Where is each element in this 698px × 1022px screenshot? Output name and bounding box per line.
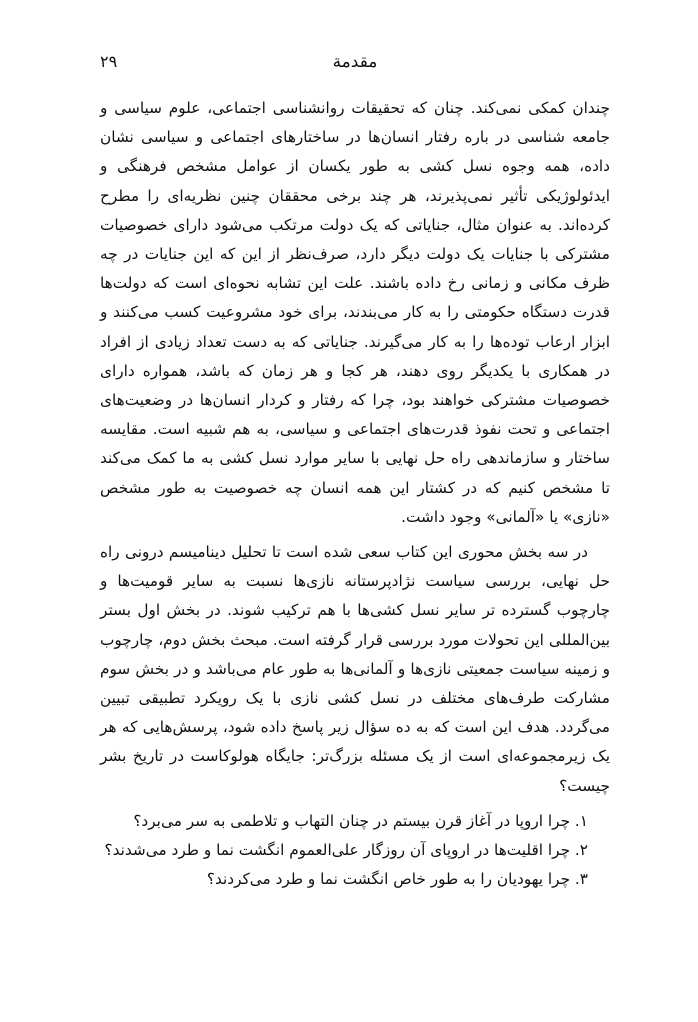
- question-item: ۱. چرا اروپا در آغاز قرن بیستم در چنان التهاب و تلاطمی به سر می‌برد؟: [133, 811, 588, 830]
- running-title: مقدمة: [332, 52, 378, 72]
- question-item: ۳. چرا یهودیان را به طور خاص انگشت نما و طرد می‌کردند؟: [206, 870, 588, 889]
- questions-list: [100, 807, 610, 895]
- paragraph-continuation: چندان کمکی نمی‌کند. چنان که تحقیقات روانشناسی اجتماعی، علوم سیاسی و جامعه شناسی در باره رفتار انسان‌ها در ساختارهای اجتماعی و سیاسی نشان داده، همه وجوه نسل کشی به طور یکسان از عوامل مشخص فرهنگی و ایدئولوژیکی تأثیر نمی‌پذیرند، هر چند برخی محققان چنین نظریه‌ای را مطرح کرده‌اند. به عنوان مثال، جنایاتی که یک دولت مرتکب می‌شود دارای خصوصیات مشترکی با جنایات یک دولت دیگر دارد، صرف‌نظر از این که این جنایات در چه ظرف مکانی و زمانی رخ داده باشند. علت این تشابه نحوه‌ای است که دولت‌ها قدرت دستگاه حکومتی را به کار می‌بندند، برای خود مشروعیت کسب می‌کنند و ابزار ارعاب توده‌ها را به کار می‌گیرند. جنایاتی که به دست تعداد زیادی از افراد در همکاری با یکدیگر روی دهند، هر کجا و هر زمان که باشد، همواره دارای خصوصیات مشترکی خواهند بود، چرا که رفتار و کردار انسان‌ها در وضعیت‌های اجتماعی و تحت نفوذ قدرت‌های اجتماعی و سیاسی، به هم شبیه است. مقایسه ساختار و سازماندهی راه حل نهایی با سایر موارد نسل کشی به ما کمک می‌کند تا مشخص کنیم که در کشتار این همه انسان چه خصوصیت به طور مشخص «نازی» یا «آلمانی» وجود داشت.: [100, 99, 610, 526]
- question-item: ۲. چرا اقلیت‌ها در اروپای آن روزگار علی‌العموم انگشت نما و طرد می‌شدند؟: [104, 841, 588, 860]
- page-number: ۲۹: [100, 52, 118, 71]
- page-header: [100, 52, 610, 82]
- paragraph-book-sections: در سه بخش محوری این کتاب سعی شده است تا تحلیل دینامیسم درونی راه حل نهایی، بررسی سیاست نژادپرستانه نازی‌ها نسبت به سایر قومیت‌ها و چارچوب گسترده تر سایر نسل کشی‌ها با هم ترکیب شوند. در بخش اول بستر بین‌المللی این تحولات مورد بررسی قرار گرفته است. مبحث بخش دوم، چارچوب و زمینه سیاست جمعیتی نازی‌ها و آلمانی‌ها به طور عام می‌باشد و در بخش سوم مشارکت طرف‌های مختلف در نسل کشی نازی با یک رویکرد تطبیقی تبیین می‌گردد. هدف این است که به ده سؤال زیر پاسخ داده شود، پرسش‌هایی که هر یک زیرمجموعه‌ای است از یک مسئله بزرگ‌تر: جایگاه هولوکاست در تاریخ بشر چیست؟: [100, 543, 610, 795]
- body-text: [100, 94, 610, 894]
